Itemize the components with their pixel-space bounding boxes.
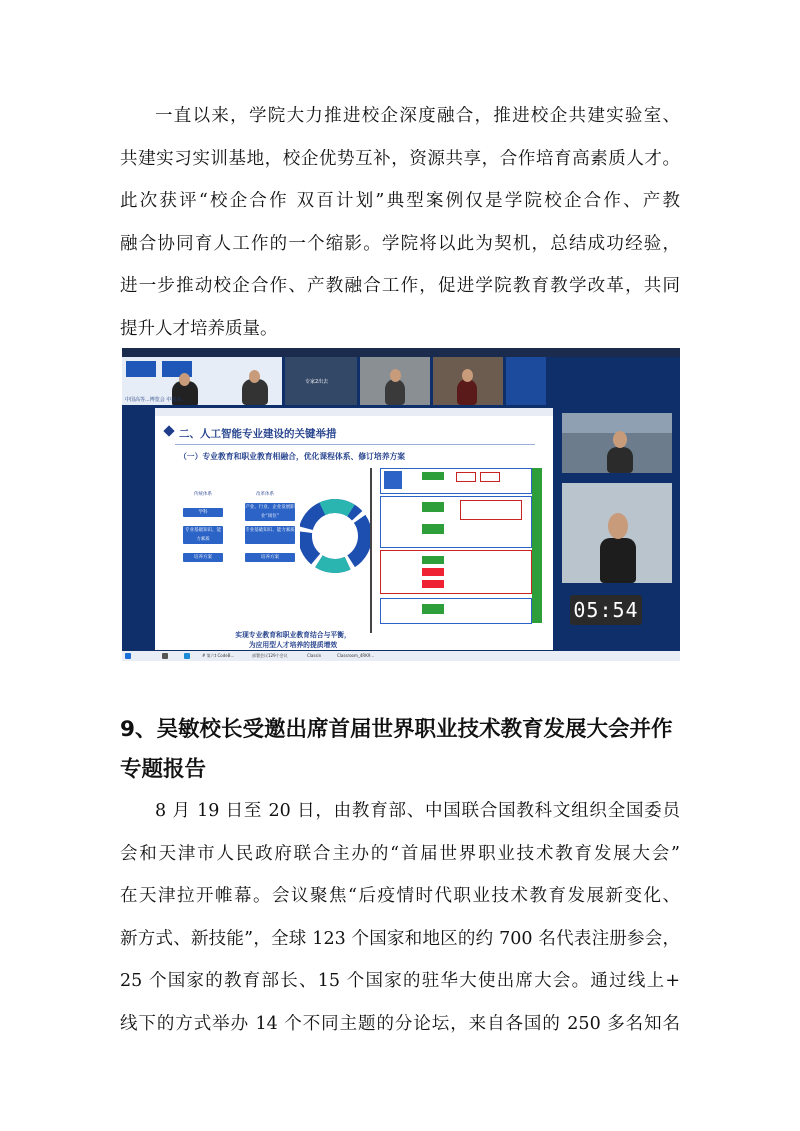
window-titlebar bbox=[122, 348, 680, 357]
slide-caption bbox=[203, 630, 383, 650]
slide-window-header bbox=[155, 408, 553, 416]
diagram-box: 专业基础知识、能力素质 bbox=[245, 526, 295, 544]
countdown-timer: 05:54 bbox=[570, 595, 642, 625]
taskbar-item[interactable]: 部署会议129个会议 bbox=[252, 653, 288, 658]
heading-line: 专题报告 bbox=[120, 757, 207, 782]
text-line: 融合协同育人工作的一个缩影。学院将以此为契机，总结成功经验， bbox=[120, 233, 680, 254]
tile-label: 中国高等...博览会 中国高... bbox=[125, 397, 187, 403]
diagram-box: 培养方案 bbox=[245, 553, 295, 562]
caption-line: 为应用型人才培养的提质增效 bbox=[248, 641, 338, 649]
caption-line: 实现专业教育和职业教育结合与平衡， bbox=[235, 631, 351, 639]
tile-label: 专家2出去 bbox=[305, 379, 329, 385]
video-tile bbox=[122, 357, 282, 405]
taskbar-item[interactable]: # 第六t CodeB... bbox=[202, 653, 235, 658]
diagram-label: 改革体系 bbox=[256, 492, 274, 497]
windows-start-icon[interactable] bbox=[125, 653, 131, 659]
text-line: 进一步推动校企合作、产教融合工作，促进学院教育教学改革，共同 bbox=[120, 276, 680, 296]
presentation-slide bbox=[155, 408, 553, 650]
diagram-box: 专业基础知识、能力素质 bbox=[185, 528, 221, 542]
video-tile bbox=[506, 357, 546, 405]
diagram-box: 学科 bbox=[183, 508, 223, 517]
text-line: 一直以来，学院大力推进校企深度融合，推进校企共建实验室、 bbox=[155, 106, 680, 126]
text-line: 会和天津市人民政府联合主办的“首届世界职业技术教育发展大会” bbox=[120, 843, 680, 864]
diagram-box: 培养方案 bbox=[183, 553, 223, 562]
heading-line: 9、吴敏校长受邀出席首届世界职业技术教育发展大会并作 bbox=[120, 717, 673, 742]
diagram-box: 产业、行业、企业发展职业“岗位” bbox=[245, 505, 295, 519]
text-line: 提升人才培养质量。 bbox=[120, 318, 278, 339]
taskbar-app-icon[interactable] bbox=[184, 653, 190, 659]
cycle-diagram bbox=[300, 498, 370, 573]
text-line: 线下的方式举办 14 个不同主题的分论坛，来自各国的 250 多名知名 bbox=[120, 1013, 680, 1034]
participant-video bbox=[562, 413, 672, 473]
section-heading bbox=[120, 710, 690, 790]
slide-title: 二、人工智能专业建设的关键举措 bbox=[179, 428, 337, 440]
flow-diagram bbox=[370, 468, 550, 633]
participant-video bbox=[562, 483, 672, 583]
text-line: 新方式、新技能”，全球 123 个国家和地区的约 700 名代表注册参会， bbox=[120, 928, 680, 949]
text-line: 共建实习实训基地，校企优势互补，资源共享，合作培育高素质人才。 bbox=[120, 148, 680, 169]
video-tile bbox=[360, 357, 430, 405]
windows-taskbar bbox=[122, 651, 680, 661]
text-line: 8 月 19 日至 20 日，由教育部、中国联合国教科文组织全国委员 bbox=[155, 801, 680, 821]
text-line: 此次获评“校企合作 双百计划”典型案例仅是学院校企合作、产教 bbox=[120, 191, 680, 211]
video-tile bbox=[285, 357, 357, 405]
diagram-label: 传统体系 bbox=[194, 492, 212, 497]
slide-subtitle: （一）专业教育和职业教育相融合，优化课程体系、修订培养方案 bbox=[179, 452, 406, 461]
text-line: 在天津拉开帷幕。会议聚焦“后疫情时代职业技术教育发展新变化、 bbox=[120, 886, 680, 906]
video-tile bbox=[433, 357, 503, 405]
taskbar-app-icon[interactable] bbox=[162, 653, 168, 659]
meeting-screenshot bbox=[122, 348, 680, 661]
conference-paragraph bbox=[120, 790, 680, 1045]
taskbar-item[interactable]: Classroom_4RK9... bbox=[337, 653, 375, 658]
intro-paragraph bbox=[120, 95, 680, 350]
text-line: 25 个国家的教育部长、15 个国家的驻华大使出席大会。通过线上+ bbox=[120, 971, 680, 991]
taskbar-item[interactable]: Classin bbox=[307, 653, 322, 658]
